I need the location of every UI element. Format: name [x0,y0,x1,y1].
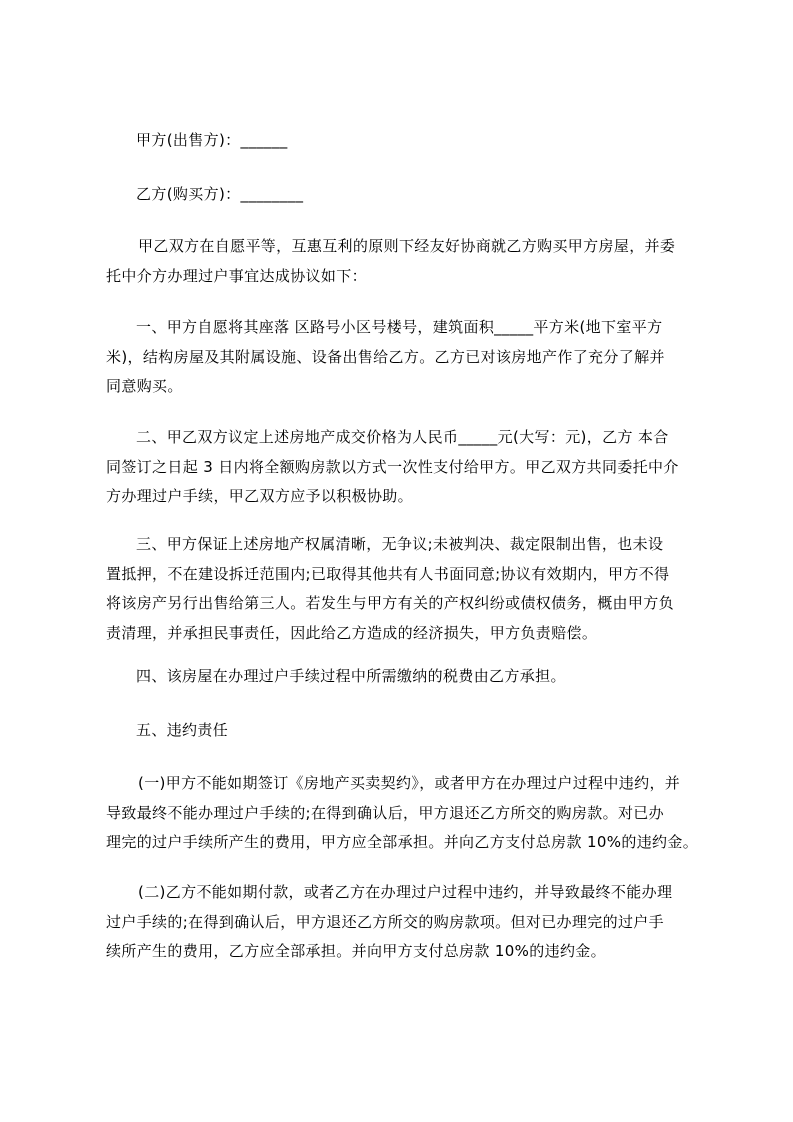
clause-5-title: 五、违约责任 [136,721,229,739]
clause-4-paragraph: 四、该房屋在办理过户手续过程中所需缴纳的税费由乙方承担。 [136,667,566,685]
clause-5-1-paragraph: (一)甲方不能如期签订《房地产买卖契约》，或者甲方在办理过户过程中违约，并 导致最终不能办理过户手续的;在得到确认后，甲方退还乙方所交的购房款。对已办 理完的过户手续所产生的费用，甲方应全部承担。并向乙方支付总房款 10%的违约金。 [106,774,699,851]
intro-paragraph: 甲乙双方在自愿平等，互惠互利的原则下经友好协商就乙方购买甲方房屋，并委 托中介方办理过户事宜达成协议如下： [106,237,676,285]
clause-3-paragraph: 三、甲方保证上述房地产权属清晰，无争议;未被判决、裁定限制出售，也未设 置抵押，不在建设拆迁范围内;已取得其他共有人书面同意;协议有效期内，甲方不得 将该房产另行出售给第三人。若发生与甲方有关的产权纠纷或债权债务，概由甲方负 责清理，并承担民事责任，因此给乙方造成的经济损失，甲方负责赔偿。 [106,535,674,642]
clause-1-paragraph: 一、甲方自愿将其座落 区路号小区号楼号，建筑面积_____平方米(地下室平方 米)，结构房屋及其附属设施、设备出售给乙方。乙方已对该房地产作了充分了解并 同意购买。 [106,318,665,395]
party-a-line: 甲方(出售方)：______ [136,131,288,149]
party-b-line: 乙方(购买方)：________ [136,185,304,203]
clause-5-2-paragraph: (二)乙方不能如期付款，或者乙方在办理过户过程中违约，并导致最终不能办理 过户手续的;在得到确认后，甲方退还乙方所交的购房款项。但对已办理完的过户手 续所产生的费用，乙方应全部承担。并向甲方支付总房款 10%的违约金。 [106,883,673,960]
clause-2-paragraph: 二、甲乙双方议定上述房地产成交价格为人民币_____元(大写：元)，乙方 本合 同签订之日起 3 日内将全额购房款以方式一次性支付给甲方。甲乙双方共同委托中介 方办理过户手续，甲乙双方应予以积极协助。 [106,428,679,505]
